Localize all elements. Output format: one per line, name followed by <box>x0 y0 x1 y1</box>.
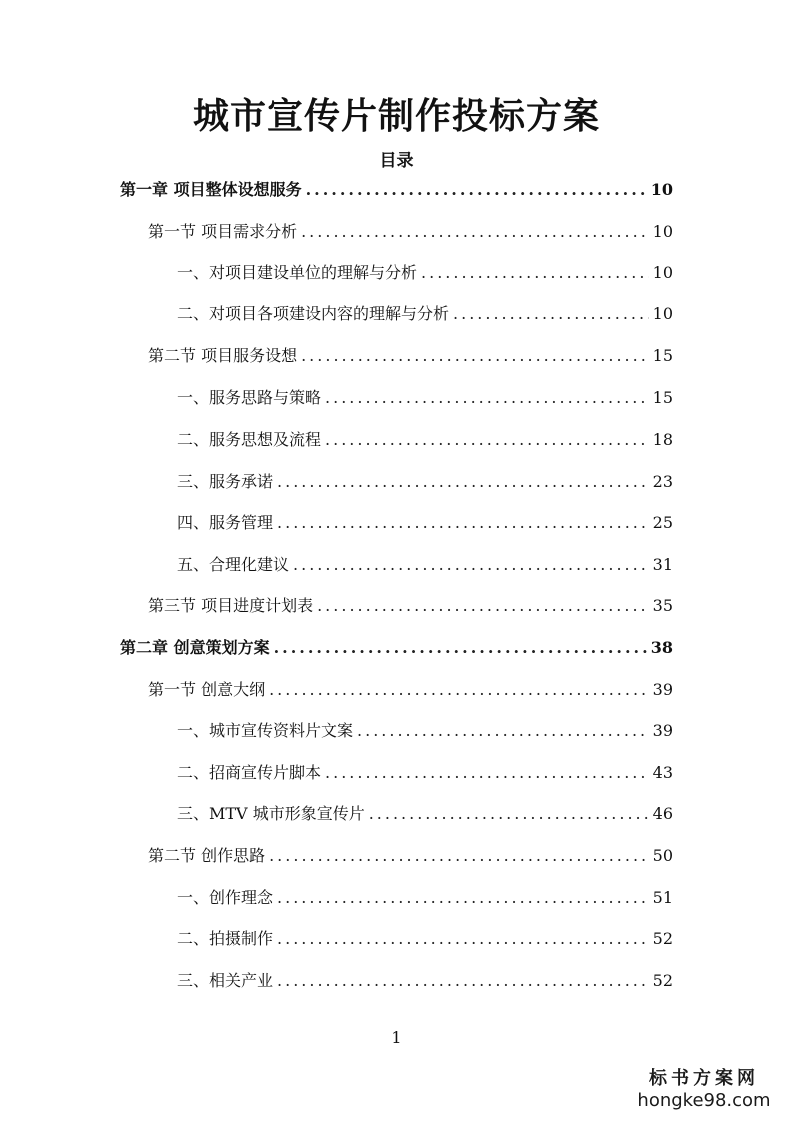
toc-leader-dots <box>277 884 649 912</box>
toc-entry <box>177 800 673 828</box>
toc-entry-label: 三、MTV 城市形象宣传片 <box>177 804 365 823</box>
toc-leader-dots <box>277 967 649 995</box>
toc-entry-page: 39 <box>652 680 673 699</box>
toc-entry <box>177 468 673 496</box>
toc-entry-page: 43 <box>652 763 673 782</box>
toc-leader-dots <box>269 676 649 704</box>
toc-entry-label: 二、拍摄制作 <box>177 929 274 948</box>
toc-entry <box>177 509 673 537</box>
watermark-name: 标书方案网 <box>649 1068 759 1089</box>
toc-leader-dots <box>325 426 649 454</box>
toc-entry-page: 52 <box>652 929 673 948</box>
toc-entry <box>148 592 673 620</box>
toc-entry-label: 一、城市宣传资料片文案 <box>177 721 354 740</box>
toc-entry-page: 18 <box>652 430 673 449</box>
toc-entry-label: 第二节 项目服务设想 <box>148 346 298 365</box>
toc-leader-dots <box>325 759 649 787</box>
toc-entry-page: 10 <box>650 180 673 199</box>
toc-entry <box>177 967 673 995</box>
toc-leader-dots <box>317 592 649 620</box>
toc-leader-dots <box>453 300 649 328</box>
page-number: 1 <box>391 1028 402 1047</box>
toc-entry-label: 二、对项目各项建设内容的理解与分析 <box>177 304 450 323</box>
toc-leader-dots <box>277 468 649 496</box>
toc-leader-dots <box>277 925 649 953</box>
toc-entry-label: 三、服务承诺 <box>177 472 274 491</box>
toc-entry <box>148 218 673 246</box>
toc-entry <box>177 551 673 579</box>
toc-leader-dots <box>301 218 649 246</box>
toc-entry-label: 第一章 项目整体设想服务 <box>120 180 302 199</box>
toc-entry-label: 五、合理化建议 <box>177 555 290 574</box>
toc-entry <box>177 384 673 412</box>
site-watermark <box>629 1068 779 1112</box>
toc-entry-page: 39 <box>652 721 673 740</box>
toc-entry <box>177 925 673 953</box>
toc-entry-label: 二、招商宣传片脚本 <box>177 763 322 782</box>
toc-entry-page: 25 <box>652 513 673 532</box>
toc-entry <box>177 717 673 745</box>
toc-entry-page: 51 <box>652 888 673 907</box>
toc-leader-dots <box>306 176 647 204</box>
toc-entry-page: 35 <box>652 596 673 615</box>
toc-leader-dots <box>274 634 647 662</box>
toc-heading: 目录 <box>379 151 414 171</box>
toc-leader-dots <box>369 800 649 828</box>
toc-entry-page: 46 <box>652 804 673 823</box>
toc-entry-page: 10 <box>652 304 673 323</box>
toc-entry-page: 31 <box>652 555 673 574</box>
toc-entry-label: 二、服务思想及流程 <box>177 430 322 449</box>
toc-entry-label: 第二节 创作思路 <box>148 846 266 865</box>
toc-entry-label: 第一节 创意大纲 <box>148 680 266 699</box>
toc-entry <box>177 426 673 454</box>
toc-entry-page: 38 <box>650 638 673 657</box>
toc-entry-label: 四、服务管理 <box>177 513 274 532</box>
toc-leader-dots <box>325 384 649 412</box>
toc-entry <box>148 676 673 704</box>
toc-entry <box>177 259 673 287</box>
toc-entry-page: 23 <box>652 472 673 491</box>
watermark-url: hongke98.com <box>637 1090 771 1111</box>
toc-entry <box>148 842 673 870</box>
toc-entry-label: 第一节 项目需求分析 <box>148 222 298 241</box>
toc-entry <box>120 634 673 662</box>
toc-entry-label: 一、服务思路与策略 <box>177 388 322 407</box>
toc-entry <box>177 300 673 328</box>
toc-leader-dots <box>293 551 649 579</box>
toc-entry <box>120 176 673 204</box>
toc-entry-page: 52 <box>652 971 673 990</box>
toc-entry <box>148 342 673 370</box>
toc-entry-label: 一、创作理念 <box>177 888 274 907</box>
toc-entry-label: 一、对项目建设单位的理解与分析 <box>177 263 418 282</box>
toc-entry-page: 15 <box>652 346 673 365</box>
toc-leader-dots <box>269 842 649 870</box>
toc-leader-dots <box>421 259 649 287</box>
toc-entry-label: 三、相关产业 <box>177 971 274 990</box>
toc-entry-page: 10 <box>652 222 673 241</box>
toc-entry-page: 15 <box>652 388 673 407</box>
toc-leader-dots <box>301 342 649 370</box>
toc-leader-dots <box>357 717 649 745</box>
document-title: 城市宣传片制作投标方案 <box>192 95 600 137</box>
toc-entry-page: 50 <box>652 846 673 865</box>
toc-entry-label: 第三节 项目进度计划表 <box>148 596 314 615</box>
toc-entry-label: 第二章 创意策划方案 <box>120 638 270 657</box>
toc-entry <box>177 759 673 787</box>
toc-leader-dots <box>277 509 649 537</box>
toc-entry <box>177 884 673 912</box>
toc-entry-page: 10 <box>652 263 673 282</box>
